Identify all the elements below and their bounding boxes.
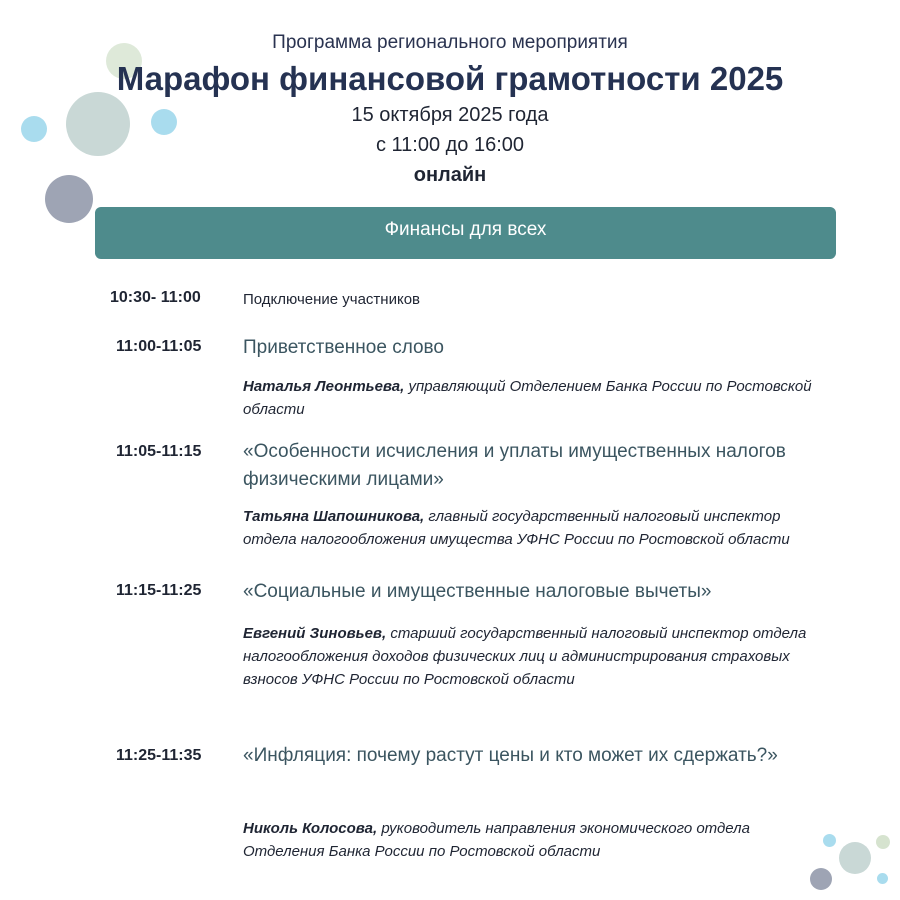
schedule-time: 11:05-11:15: [116, 443, 202, 460]
speaker-name: Николь Колосова,: [243, 820, 378, 837]
schedule-time: 10:30- 11:00: [110, 289, 201, 306]
decor-circle: [877, 873, 888, 884]
schedule-topic: Подключение участников: [243, 291, 421, 308]
schedule-topic: «Социальные и имущественные налоговые вычеты»: [243, 581, 712, 602]
speaker-role: главный государственный налоговый инспектор отдела налогообложения имущества УФНС России по Ростовской области: [243, 508, 790, 548]
speaker-name: Наталья Леонтьева,: [243, 378, 405, 395]
speaker-role: руководитель направления экономического отдела Отделения Банка России по Ростовской области: [243, 820, 750, 860]
speaker-name: Татьяна Шапошникова,: [243, 508, 425, 525]
decor-circle: [876, 835, 890, 849]
schedule-topic: «Инфляция: почему растут цены и кто может их сдержать?»: [243, 745, 778, 766]
speaker-role: старший государственный налоговый инспектор отдела налогообложения доходов физических лиц и администрирования страховых взносов УФНС России по Ростовской области: [243, 625, 807, 688]
speaker-name: Евгений Зиновьев,: [243, 625, 387, 642]
schedule-topic: Приветственное слово: [243, 337, 445, 358]
schedule-time: 11:25-11:35: [116, 747, 202, 764]
event-title: Марафон финансовой грамотности 2025: [116, 60, 784, 97]
program-header: [0, 30, 900, 190]
speaker-info: [243, 622, 823, 691]
decor-circle: [810, 868, 832, 890]
speaker-role: управляющий Отделением Банка России по Ростовской области: [243, 378, 812, 418]
decor-circle: [823, 834, 836, 847]
event-time: с 11:00 до 16:00: [375, 134, 525, 156]
speaker-info: [243, 817, 823, 863]
event-date: 15 октября 2025 года: [351, 104, 549, 126]
speaker-info: [243, 505, 823, 551]
schedule-time: 11:15-11:25: [116, 582, 202, 599]
event-format: онлайн: [413, 164, 487, 186]
schedule-topic: «Особенности исчисления и уплаты имущественных налогов физическими лицами»: [243, 441, 786, 490]
decor-circle: [839, 842, 871, 874]
schedule-time: 11:00-11:05: [116, 338, 202, 355]
speaker-info: [243, 375, 823, 421]
section-banner: Финансы для всех: [95, 207, 836, 259]
program-subtitle: Программа регионального мероприятия: [272, 32, 628, 53]
